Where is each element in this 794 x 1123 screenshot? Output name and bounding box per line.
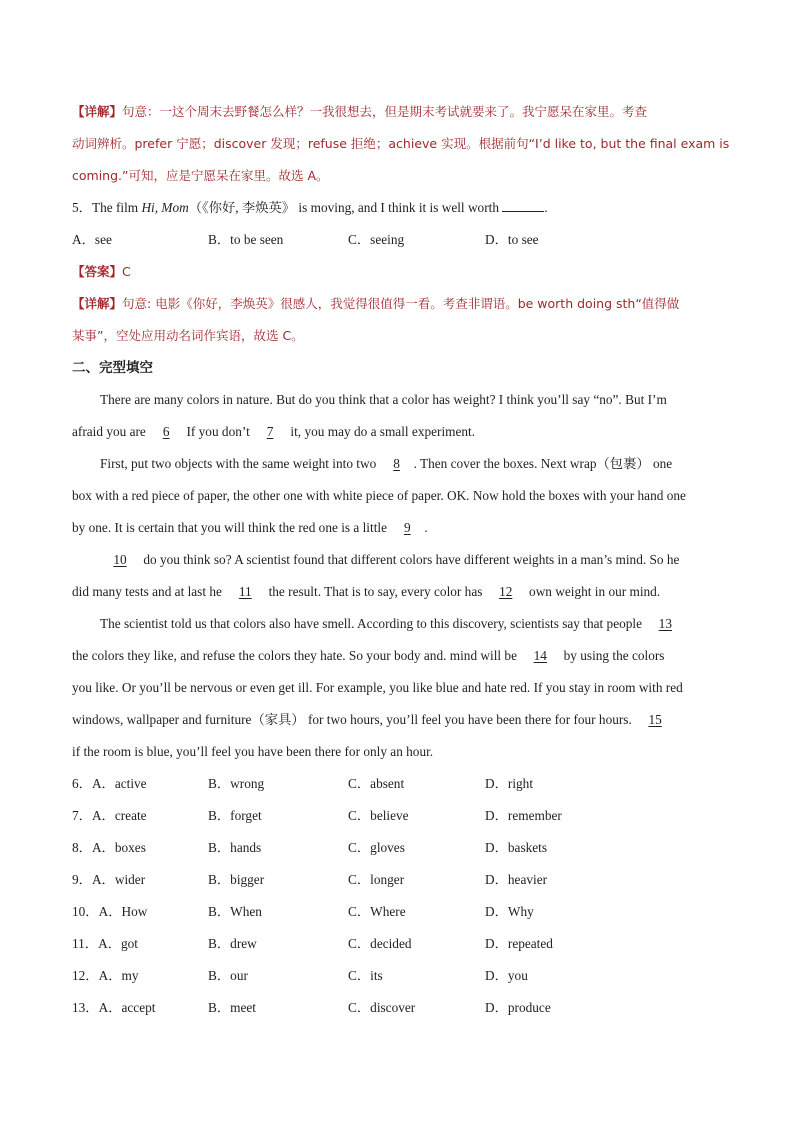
passage-text: There are many colors in nature. But do you think that a color has weight? I think you’ll say “no”. But I’m (100, 392, 667, 407)
option: C．its (348, 968, 383, 983)
blank-11: 11 (238, 584, 252, 599)
option-row (72, 768, 722, 800)
passage-text: . (424, 520, 428, 535)
blank-6: 6 (162, 424, 170, 439)
blank-10: 10 (113, 552, 127, 567)
passage-text: . Then cover the boxes. Next wrap（包裹） one (413, 456, 673, 471)
cloze-passage (72, 384, 722, 768)
option-row (72, 864, 722, 896)
option: D．heavier (485, 872, 548, 887)
option: 7．A．create (72, 808, 147, 823)
passage-text: own weight in our mind. (525, 584, 661, 599)
passage-text: windows, wallpaper and furniture（家具） for two hours, you’ll feel you have been there for four hours. (72, 712, 636, 727)
answer-value: C (122, 264, 131, 279)
option: D．produce (485, 1000, 551, 1015)
passage-text: did many tests and at last he (72, 584, 226, 599)
option: C．longer (348, 872, 405, 887)
option: B．hands (208, 840, 262, 855)
question-5 (72, 192, 722, 224)
passage-text: afraid you are (72, 424, 150, 439)
option-row (72, 960, 722, 992)
option: C．discover (348, 1000, 416, 1015)
option: D．you (485, 968, 528, 983)
question-text: （《你好, 李焕英》 is moving, and I think it is well worth (188, 200, 503, 215)
document-page (72, 96, 730, 1024)
passage-text: it, you may do a small experiment. (287, 424, 476, 439)
detail-text: 某事”，空处应用动名词作宾语，故选 C。 (72, 328, 304, 343)
option: B．forget (208, 808, 262, 823)
cloze-options (72, 768, 722, 1024)
question-5-options (72, 224, 722, 256)
option: D．Why (485, 904, 534, 919)
option-row (72, 800, 722, 832)
passage-text: by using the colors (560, 648, 665, 663)
option-row (72, 832, 722, 864)
section-title: 二、完型填空 (72, 360, 153, 376)
option: B．bigger (208, 872, 265, 887)
blank-7: 7 (266, 424, 274, 439)
option: B．meet (208, 1000, 257, 1015)
option: 9．A．wider (72, 872, 146, 887)
option: 10．A．How (72, 904, 148, 919)
detail-text: coming.”可知，应是宁愿呆在家里。故选 A。 (72, 168, 329, 183)
detail-text: 句意: 电影《你好，李焕英》很感人，我觉得很值得一看。考查非谓语。be worth doing sth“值得做 (122, 296, 680, 311)
option: 8．A．boxes (72, 840, 146, 855)
option: C．gloves (348, 840, 405, 855)
answer-label: 【答案】 (72, 264, 123, 279)
answer-q5 (72, 256, 722, 288)
option: C．believe (348, 808, 409, 823)
option: 12．A．my (72, 968, 139, 983)
detail-label: 【详解】 (72, 296, 123, 311)
blank-14: 14 (533, 648, 547, 663)
option: B．our (208, 968, 248, 983)
option: C．decided (348, 936, 412, 951)
passage-text: The scientist told us that colors also have smell. According to this discovery, scientists say that people (100, 616, 646, 631)
detail-text: 句意：一这个周末去野餐怎么样？一我很想去，但是期末考试就要来了。我宁愿呆在家里。考查 (122, 104, 648, 119)
option: B．When (208, 904, 262, 919)
option: B．wrong (208, 776, 265, 791)
passage-text: do you think so? A scientist found that different colors have different weights in a man’s mind. So he (140, 552, 680, 567)
passage-text: the colors they like, and refuse the colors they hate. So your body and. mind will be (72, 648, 521, 663)
option: A．see (72, 232, 112, 247)
option: D．baskets (485, 840, 548, 855)
option: C．absent (348, 776, 405, 791)
answer-blank (502, 199, 544, 212)
option: 11．A．got (72, 936, 138, 951)
blank-15: 15 (648, 712, 662, 727)
option-row (72, 992, 722, 1024)
detail-label: 【详解】 (72, 104, 123, 119)
question-end: . (544, 200, 548, 215)
blank-12: 12 (499, 584, 513, 599)
option: C．seeing (348, 232, 405, 247)
option: B．drew (208, 936, 257, 951)
option: D．to see (485, 232, 539, 247)
blank-13: 13 (658, 616, 672, 631)
blank-9: 9 (404, 520, 411, 535)
passage-text: If you don’t (183, 424, 254, 439)
option: D．right (485, 776, 534, 791)
passage-text: the result. That is to say, every color has (265, 584, 486, 599)
option: D．remember (485, 808, 562, 823)
passage-text: box with a red piece of paper, the other one with white piece of paper. OK. Now hold the boxes with your hand one (72, 488, 686, 503)
detail-q5 (72, 288, 722, 352)
film-title: Hi, Mom (141, 200, 189, 215)
option: 13．A．accept (72, 1000, 156, 1015)
blank-8: 8 (393, 456, 400, 471)
option-row (72, 928, 722, 960)
detail-text: 动词辨析。prefer 宁愿；discover 发现；refuse 拒绝；achieve 实现。根据前句“I’d like to, but the final exam is (72, 136, 730, 151)
passage-text: First, put two objects with the same weight into two (100, 456, 380, 471)
question-number: 5．The film (72, 200, 142, 215)
option: D．repeated (485, 936, 553, 951)
option-row (72, 896, 722, 928)
passage-text: by one. It is certain that you will think the red one is a little (72, 520, 391, 535)
option: C．Where (348, 904, 406, 919)
option: B．to be seen (208, 232, 284, 247)
detail-q4 (72, 96, 730, 192)
passage-text: if the room is blue, you’ll feel you have been there for only an hour. (72, 744, 434, 759)
passage-text: you like. Or you’ll be nervous or even get ill. For example, you like blue and hate red. If you stay in room with red (72, 680, 683, 695)
option: 6．A．active (72, 776, 147, 791)
